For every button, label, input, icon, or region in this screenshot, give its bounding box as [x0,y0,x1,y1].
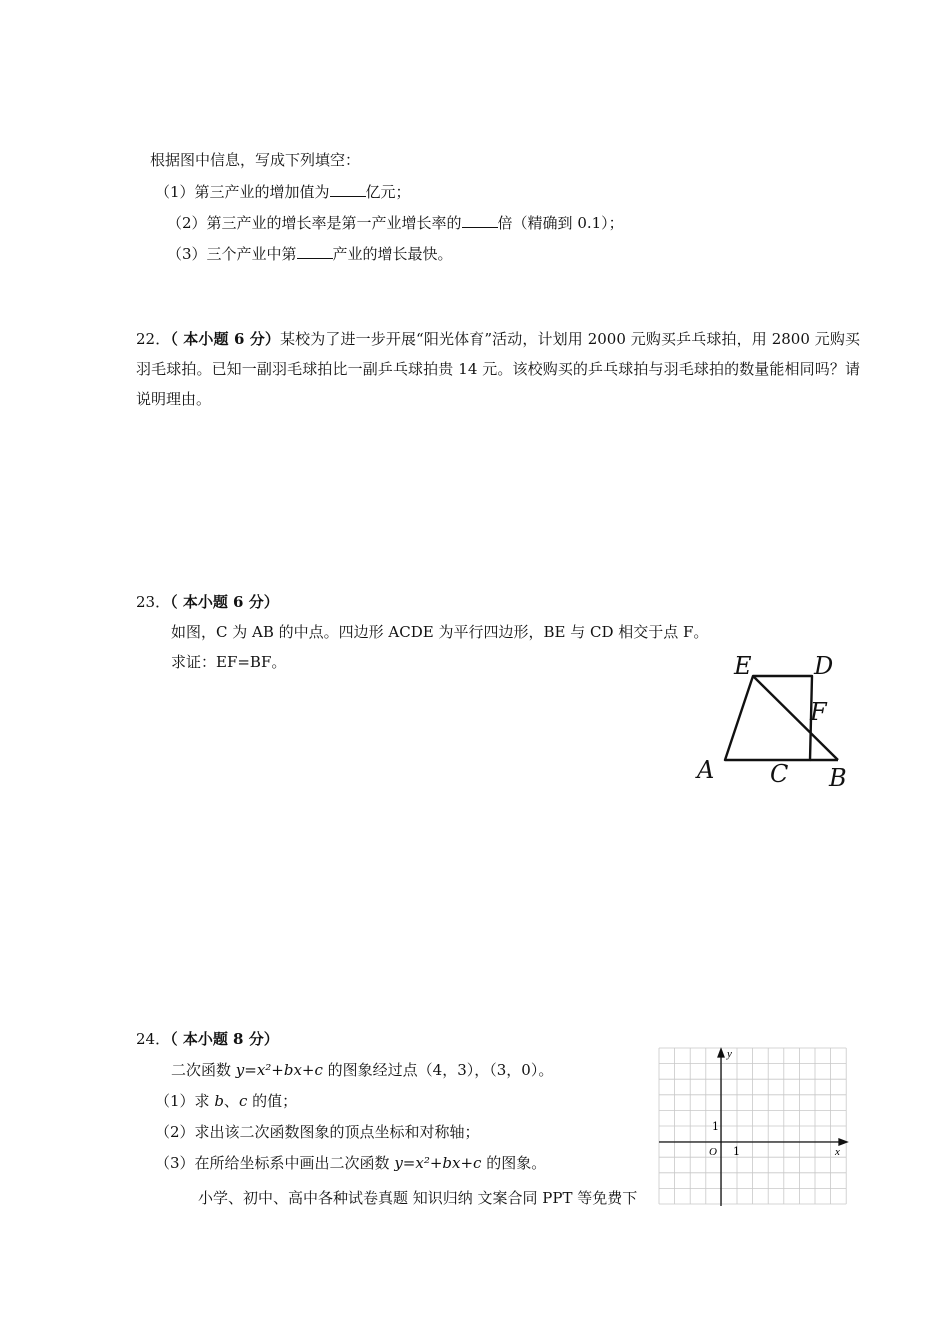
y-unit-label: 1 [712,1120,719,1133]
parallelogram-acde [725,676,812,760]
y-axis-label: y [727,1048,732,1060]
fill-intro: 根据图中信息，写成下列填空： [150,151,361,169]
question-24-part-2: （2）求出该二次函数图象的顶点坐标和对称轴； [155,1123,480,1141]
question-23-text: 如图，C 为 AB 的中点。四边形 ACDE 为平行四边形，BE 与 CD 相交于点 F。 [171,623,709,641]
answer-blank[interactable] [330,180,366,197]
question-24-text: 二次函数 y=x²+bx+c 的图象经过点（4，3），（3，0）。 [171,1061,554,1079]
question-24-part-1: （1）求 b、c 的值； [155,1092,298,1110]
label-c: C [770,760,789,788]
label-a: A [697,756,715,784]
origin-label: O [709,1146,717,1158]
fill-question-3: （3）三个产业中第 产业的增长最快。 [167,242,453,264]
page-footer: 小学、初中、高中各种试卷真题 知识归纳 文案合同 PPT 等免费下 [198,1189,638,1207]
question-22: 22．（ 本小题 6 分）某校为了进一步开展“阳光体育”活动，计划用 2000 元购买乒乓球拍，用 2800 元购买羽毛球拍。已知一副羽毛球拍比一副乒乓球拍贵 14 元。该校购买的乒乓球拍与羽毛球拍的数量能相同吗？请说明理由。 [136,330,860,408]
question-24-part-3: （3）在所给坐标系中画出二次函数 y=x²+bx+c 的图象。 [155,1154,547,1172]
fill-question-2: （2）第三产业的增长率是第一产业增长率的 倍（精确到 0.1）； [167,211,624,233]
parallelogram-figure [690,648,860,793]
label-e: E [734,652,752,680]
fill-question-1: （1）第三产业的增加值为 亿元； [155,180,411,202]
coordinate-grid [655,1045,850,1210]
y-axis-arrow-icon [718,1049,724,1057]
label-d: D [814,652,834,680]
question-23-heading: 23．（ 本小题 6 分） [136,593,279,611]
label-b: B [829,764,847,792]
x-axis-label: x [835,1146,840,1158]
x-axis-arrow-icon [839,1139,847,1145]
question-23-proof: 求证：EF=BF。 [171,653,287,671]
x-unit-label: 1 [733,1145,740,1158]
answer-blank[interactable] [297,242,333,259]
answer-blank[interactable] [462,211,498,228]
label-f: F [810,698,827,726]
question-24-heading: 24．（ 本小题 8 分） [136,1030,279,1048]
